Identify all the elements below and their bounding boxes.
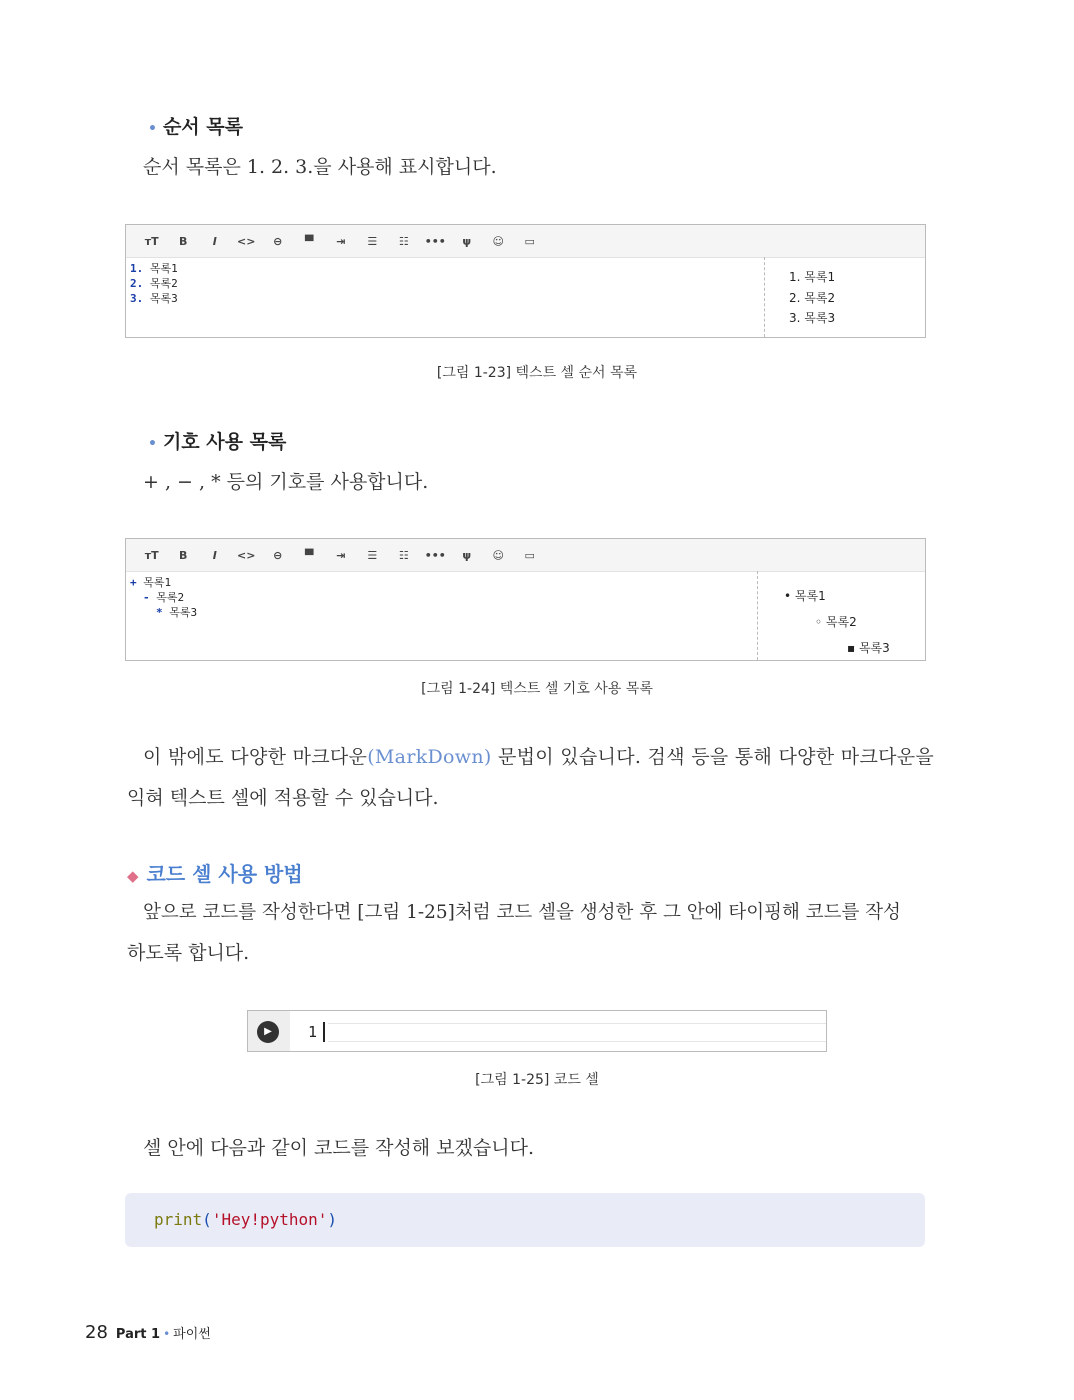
text-size-icon[interactable]: тT	[144, 234, 159, 248]
markdown-editor[interactable]	[130, 575, 197, 620]
emoji-icon[interactable]: ☺	[492, 548, 504, 562]
image-icon[interactable]: ▀	[305, 548, 314, 562]
bold-icon[interactable]: B	[179, 548, 188, 562]
markdown-preview	[764, 257, 925, 337]
text-cell-ordered[interactable]	[125, 224, 926, 338]
body-text: 순서 목록은 1. 2. 3.을 사용해 표시합니다.	[143, 156, 497, 178]
code-paren: (	[202, 1210, 212, 1229]
preview-icon[interactable]: ▭	[524, 548, 535, 562]
code-paren: )	[327, 1210, 338, 1229]
part-title: 파이썬	[173, 1327, 211, 1342]
horizontal-rule-icon[interactable]: •••	[424, 548, 446, 562]
text: (MarkDown)	[367, 746, 492, 768]
list-marker: 3.	[130, 292, 144, 305]
heading-text: 순서 목록	[162, 116, 243, 138]
body-text: 셀 안에 다음과 같이 코드를 작성해 보겠습니다.	[143, 1137, 535, 1159]
numbered-list-icon[interactable]: ☰	[367, 548, 378, 562]
latex-icon[interactable]: ψ	[462, 548, 472, 562]
bold-icon[interactable]: B	[179, 234, 188, 248]
preview-item: 1. 목록1	[789, 270, 836, 284]
figure-caption: [그림 1-25] 코드 셀	[475, 1072, 599, 1088]
preview-item: 2. 목록2	[789, 290, 836, 305]
link-icon[interactable]: ⊖	[273, 234, 283, 248]
line-number: 1	[308, 1023, 318, 1041]
preview-item: ◦ 목록2	[815, 615, 857, 629]
section-heading-code-cell	[127, 858, 303, 887]
preview-text: 목록2	[825, 615, 857, 629]
body-text: 하도록 합니다.	[127, 942, 250, 964]
latex-icon[interactable]: ψ	[462, 234, 472, 248]
part-label: Part 1	[115, 1327, 161, 1342]
code-icon[interactable]: <>	[237, 234, 256, 248]
list-marker: -	[143, 591, 150, 604]
bullet-list-icon[interactable]: ☷	[398, 548, 409, 562]
indent-icon[interactable]: ⇥	[336, 234, 346, 248]
text-cursor	[323, 1022, 325, 1042]
markdown-preview	[757, 571, 925, 660]
preview-text: 목록1	[794, 589, 826, 603]
list-marker: 1.	[130, 262, 144, 275]
preview-item: 3. 목록3	[789, 311, 836, 325]
list-text: 목록3	[149, 292, 178, 305]
list-marker: +	[130, 576, 137, 589]
text-size-icon[interactable]: тT	[144, 548, 159, 562]
body-text	[143, 742, 934, 769]
horizontal-rule-icon[interactable]: •••	[424, 234, 446, 248]
run-gutter	[248, 1011, 290, 1051]
body-text: 앞으로 코드를 작성한다면 [그림 1-25]처럼 코드 셀을 생성한 후 그 안에 타이핑해 코드를 작성	[143, 902, 901, 923]
preview-text: 목록3	[858, 641, 890, 655]
list-text: 목록1	[143, 576, 172, 589]
figure-caption: [그림 1-24] 텍스트 셀 기호 사용 목록	[421, 681, 653, 697]
list-marker: 2.	[130, 277, 144, 290]
body-text: + , − , * 등의 기호를 사용합니다.	[143, 471, 429, 493]
markdown-toolbar	[126, 539, 925, 572]
preview-icon[interactable]: ▭	[524, 234, 535, 248]
italic-icon[interactable]: I	[212, 234, 217, 248]
list-text: 목록1	[149, 262, 178, 275]
page-number: 28	[85, 1322, 108, 1343]
code-icon[interactable]: <>	[237, 548, 256, 562]
preview-item: • 목록1	[784, 589, 826, 603]
text: 문법이 있습니다. 검색 등을 통해 다양한 마크다운을	[491, 746, 935, 768]
indent-icon[interactable]: ⇥	[336, 548, 346, 562]
body-text: 익혀 텍스트 셀에 적용할 수 있습니다.	[127, 787, 439, 809]
code-input[interactable]	[328, 1023, 826, 1042]
bullet-list-icon[interactable]: ☷	[398, 234, 409, 248]
section-heading-ordered-list: • 순서 목록	[148, 116, 243, 138]
markdown-toolbar	[126, 225, 925, 258]
markdown-editor[interactable]	[130, 261, 178, 306]
section-heading-symbol-list: • 기호 사용 목록	[148, 431, 287, 453]
list-text: 목록2	[156, 591, 185, 604]
heading-text: 기호 사용 목록	[162, 431, 287, 453]
emoji-icon[interactable]: ☺	[492, 234, 504, 248]
text-cell-symbol[interactable]	[125, 538, 926, 661]
numbered-list-icon[interactable]: ☰	[367, 234, 378, 248]
code-string: 'Hey!python'	[211, 1210, 328, 1229]
image-icon[interactable]: ▀	[305, 234, 314, 248]
diamond-icon: ◆	[127, 867, 139, 885]
heading-text: 코드 셀 사용 방법	[146, 862, 303, 886]
list-marker: *	[156, 606, 163, 619]
italic-icon[interactable]: I	[212, 548, 217, 562]
figure-caption: [그림 1-23] 텍스트 셀 순서 목록	[436, 365, 638, 381]
list-text: 목록3	[169, 606, 198, 619]
text: 이 밖에도 다양한 마크다운	[143, 746, 368, 768]
code-cell[interactable]	[247, 1010, 827, 1052]
list-text: 목록2	[149, 277, 178, 290]
run-button-icon[interactable]: ▶	[257, 1021, 279, 1043]
code-function: print	[154, 1210, 203, 1229]
page-footer: 28 Part 1 • 파이썬	[85, 1322, 211, 1343]
code-block	[125, 1193, 925, 1247]
link-icon[interactable]: ⊖	[273, 548, 283, 562]
preview-item: ▪ 목록3	[847, 641, 890, 655]
